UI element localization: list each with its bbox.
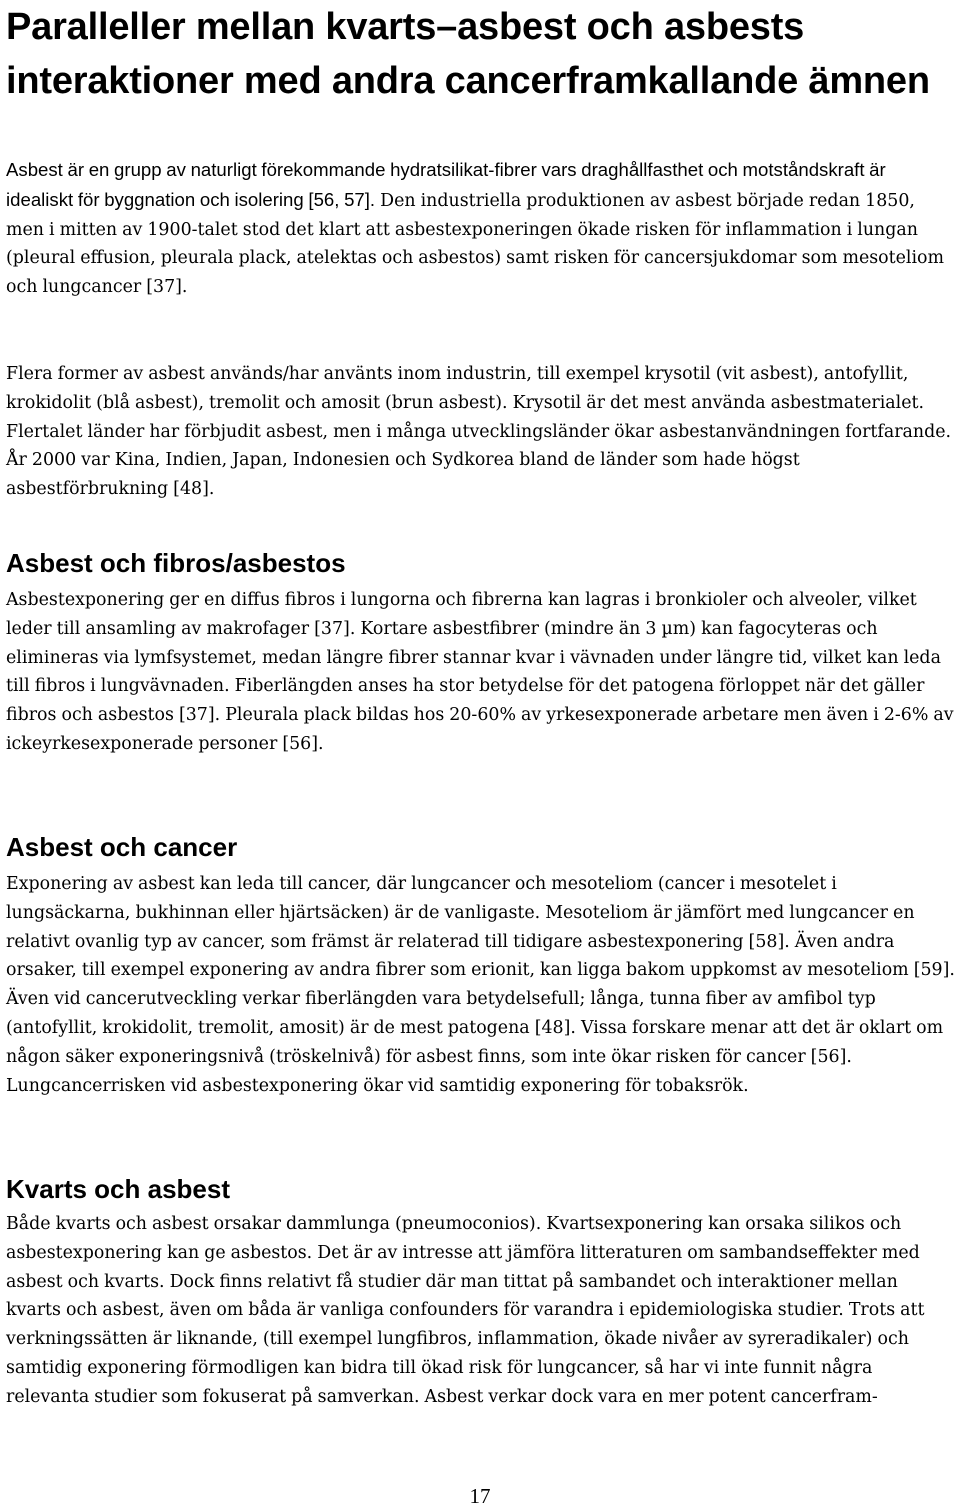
page-number: 17	[469, 1484, 491, 1508]
section-heading-fibros	[6, 548, 956, 578]
section-body-text: Exponering av asbest kan leda till cancer, där lungcancer och mesoteliom (cancer i mesotelet i lungsäckarna, bukhinnan eller hjärtsäcken) är de vanligaste. Mesoteliom är jämfört med lungcancer en relativt ovanlig typ av cancer, som främst är relaterad till tidigare asbestexponering [58]. Även andra orsaker, till exempel exponering av andra fibrer som erionit, kan ligga bakom uppkomst av mesoteliom [59]. Även vid cancerutveckling verkar fiberlängden vara betydelsefull; långa, tunna fiber av amfibol typ (antofyllit, krokidolit, tremolit, amosit) är de mest patogena [48]. Vissa forskare menar att det är oklart om någon säker exponeringsnivå (tröskelnivå) för asbest finns, som inte ökar risken för cancer [56]. Lungcancerrisken vid asbestexponering ökar vid samtidig exponering för tobaksrök.	[6, 874, 955, 1096]
section-heading: Asbest och cancer	[6, 832, 238, 862]
section-heading-kvarts	[6, 1174, 956, 1204]
title-block	[6, 0, 956, 108]
section-body-kvarts	[6, 1210, 956, 1412]
section-heading: Asbest och fibros/asbestos	[6, 548, 346, 578]
section-heading: Kvarts och asbest	[6, 1174, 230, 1204]
section-heading-cancer	[6, 832, 956, 862]
section-body-text: Asbestexponering ger en diffus fibros i lungorna och fibrerna kan lagras i bronkioler och alveoler, vilket leder till ansamling av makrofager [37]. Kortare asbestfibrer (mindre än 3 µm) kan fagocyteras och elimineras via lymfsystemet, medan längre fibrer stannar kvar i vävnaden under längre tid, vilket kan leda till fibros i lungvävnaden. Fiberlängden anses ha stor betydelse för det patogena förloppet när det gäller fibros och asbestos [37]. Pleurala plack bildas hos 20-60% av yrkesexponerade arbetare men även i 2-6% av ickeyrkesexponerade personer [56].	[6, 590, 954, 754]
section-body-text: Både kvarts och asbest orsakar dammlunga (pneumoconios). Kvartsexponering kan orsaka silikos och asbestexponering kan ge asbestos. Det är av intresse att jämföra litteraturen om sambandseffekter med asbest och kvarts. Dock finns relativt få studier där man tittat på sambandet och interaktioner mellan kvarts och asbest, även om båda är vanliga confounders för varandra i epidemiologiska studier. Trots att verkningssätten är liknande, (till exempel lungfibros, inflammation, ökade nivåer av syreradikaler) och samtidig exponering förmodligen kan bidra till ökad risk för lungcancer, så har vi inte funnit några relevanta studier som fokuserat på samverkan. Asbest verkar dock vara en mer potent cancerfram-	[6, 1214, 925, 1407]
section-body-fibros	[6, 586, 956, 759]
intro-body-text: Den industriella produktionen av asbest började redan 1850, men i mitten av 1900-talet stod det klart att asbestexponeringen ökade risken för inflammation i lungan (pleural effusion, pleurala plack, atelektas och asbestos) samt risken för cancersjukdomar som mesoteliom och lungcancer [37].	[6, 190, 945, 298]
section-body-cancer	[6, 870, 956, 1100]
intro-paragraph-1	[6, 156, 956, 302]
intro-paragraph-2-text: Flera former av asbest används/har använts inom industrin, till exempel krysotil (vit asbest), antofyllit, krokidolit (blå asbest), tremolit och amosit (brun asbest). Krysotil är det mest använda asbestmaterialet. Flertalet länder har förbjudit asbest, men i många utvecklingsländer ökar asbestanvändningen fortfarande. År 2000 var Kina, Indien, Japan, Indonesien och Sydkorea bland de länder som hade högst asbestförbrukning [48].	[6, 364, 952, 500]
intro-paragraph-2	[6, 360, 956, 504]
page-title: Paralleller mellan kvarts–asbest och asbests interaktioner med andra cancerframkallande ämnen	[6, 6, 930, 102]
intro-lead-text: Asbest är en grupp av naturligt förekommande hydratsilikat-fibrer vars draghållfasthet och motståndskraft är idealiskt för byggnation och isolering [56, 57].	[6, 159, 886, 210]
